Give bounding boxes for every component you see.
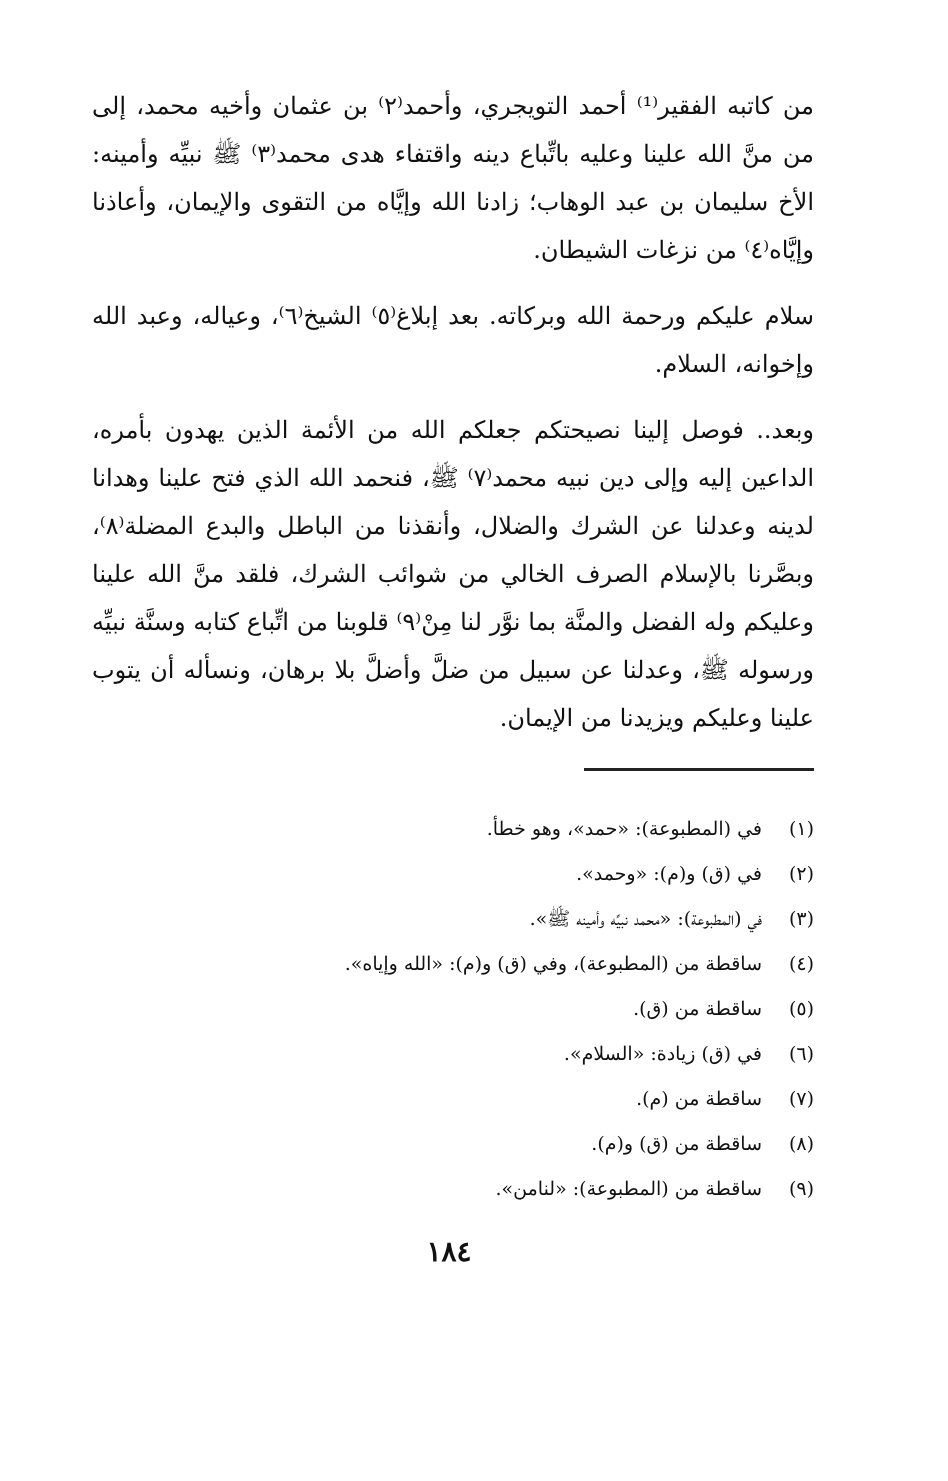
footnote-7 bbox=[120, 1077, 814, 1122]
footnote-text: ساقطة من (م). bbox=[636, 1088, 762, 1110]
footnote-number: (٦) bbox=[788, 1043, 814, 1065]
footnote-number: (٤) bbox=[788, 953, 814, 975]
footnote-number: (٧) bbox=[788, 1088, 814, 1110]
footnote-number: (٥) bbox=[788, 998, 814, 1020]
footnote-number: (٢) bbox=[788, 863, 814, 885]
footnote-4 bbox=[120, 942, 814, 987]
footnote-text: ساقطة من (المطبوعة)، وفي (ق) و(م): «الله وإياه». bbox=[344, 953, 762, 975]
footnote-9 bbox=[120, 1167, 814, 1212]
footnote-number: (١) bbox=[788, 818, 814, 840]
footnote-8 bbox=[120, 1122, 814, 1167]
footnote-number: (٨) bbox=[788, 1133, 814, 1155]
footnote-1 bbox=[120, 807, 814, 852]
greeting-paragraph: سلام عليكم ورحمة الله وبركاته. بعد إبلاغ⁽٥⁾ الشيخ⁽٦⁾، وعياله، وعبد الله وإخوانه، السلام. bbox=[92, 302, 815, 378]
footnote-number: (٣) bbox=[788, 908, 814, 930]
footnote-number: (٩) bbox=[788, 1178, 814, 1200]
footnote-6 bbox=[120, 1032, 814, 1077]
page-number: ١٨٤ bbox=[426, 1235, 472, 1268]
footnote-text: في (ق) و(م): «وحمد». bbox=[576, 863, 762, 885]
footnote-text: ساقطة من (ق). bbox=[633, 998, 762, 1020]
footnote-text: في (المطبوعة): «حمد»، وهو خطأ. bbox=[486, 818, 762, 840]
footnote-text: في (ق) زيادة: «السلام». bbox=[563, 1043, 762, 1065]
body-paragraph: وبعد.. فوصل إلينا نصيحتكم جعلكم الله من الأئمة الذين يهدون بأمره، الداعين إليه وإلى دين نبيه محمد⁽٧⁾ ﷺ، فنحمد الله الذي فتح علينا وهدانا لدينه وعدلنا عن الشرك والضلال، وأنقذنا من الباطل والبدع المضلة⁽٨⁾، وبصَّرنا بالإسلام الصرف الخالي من شوائب الشرك، فلقد منَّ الله علينا وعليكم وله الفضل والمنَّة بما نوَّر لنا مِنْ⁽٩⁾ قلوبنا من اتِّباع كتابه وسنَّة نبيِّه ورسوله ﷺ، وعدلنا عن سبيل من ضلَّ وأضلَّ بلا برهان، ونسأله أن يتوب علينا وعليكم ويزيدنا من الإيمان. bbox=[92, 416, 814, 732]
main-text bbox=[92, 82, 814, 742]
footnote-5 bbox=[120, 987, 814, 1032]
footnote-text: في (المطبوعة): «محمد نبيِّه وأمينه ﷺ». bbox=[529, 908, 762, 930]
footnote-3 bbox=[120, 897, 814, 942]
opening-paragraph: من كاتبه الفقير⁽¹⁾ أحمد التويجري، وأحمد⁽٢⁾ بن عثمان وأخيه محمد، إلى من منَّ الله علينا وعليه باتِّباع دينه واقتفاء هدى محمد⁽٣⁾ ﷺ نبيِّه وأمينه: الأخ سليمان بن عبد الوهاب؛ زادنا الله وإيَّاه من التقوى والإيمان، وأعاذنا وإيَّاه⁽٤⁾ من نزغات الشيطان. bbox=[92, 92, 815, 264]
footnote-text: ساقطة من (ق) و(م). bbox=[591, 1133, 762, 1155]
footnotes bbox=[120, 807, 814, 1212]
footnote-separator bbox=[584, 768, 814, 771]
footnote-text: ساقطة من (المطبوعة): «لنامن». bbox=[495, 1178, 762, 1200]
footnote-2 bbox=[120, 852, 814, 897]
